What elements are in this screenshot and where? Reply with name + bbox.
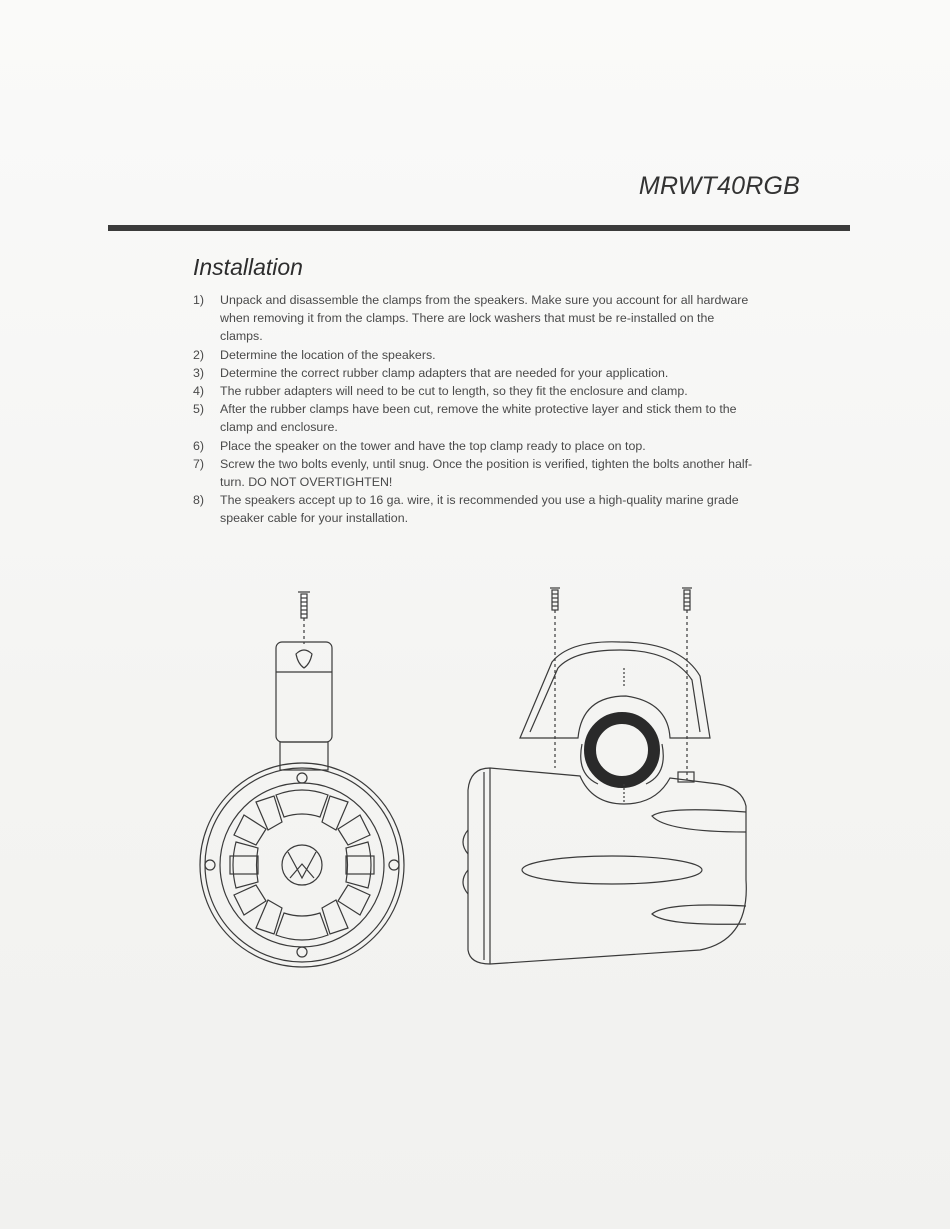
section-title: Installation xyxy=(193,254,303,280)
list-item: 4) The rubber adapters will need to be cut to length, so they fit the enclosure and clamp. xyxy=(193,384,688,399)
speaker-front-view xyxy=(200,592,404,967)
installation-diagram xyxy=(190,580,770,980)
list-item: 6) Place the speaker on the tower and have the top clamp ready to place on top. xyxy=(193,438,646,453)
screw-icon xyxy=(682,588,692,780)
list-item: 3) Determine the correct rubber clamp adapters that are needed for your application. xyxy=(193,365,669,380)
screw-icon xyxy=(298,592,310,644)
installation-steps xyxy=(193,291,758,528)
list-item: 1) Unpack and disassemble the clamps from the speakers. Make sure you account for all hardware when removing it from the clamps. There are lock washers that must be re-installed on the clamps. xyxy=(193,293,749,344)
list-item: 2) Determine the location of the speakers. xyxy=(193,347,436,362)
list-item: 8) The speakers accept up to 16 ga. wire, it is recommended you use a high-quality marine grade speaker cable for your installation. xyxy=(193,493,739,526)
speaker-side-view xyxy=(463,588,746,964)
screw-icon xyxy=(550,588,560,768)
model-number: MRWT40RGB xyxy=(638,172,800,200)
header-rule xyxy=(108,225,850,231)
list-item: 7) Screw the two bolts evenly, until snug. Once the position is verified, tighten the bolts another half-turn. DO NOT OVERTIGHTEN! xyxy=(193,456,753,490)
list-item: 5) After the rubber clamps have been cut, remove the white protective layer and stick them to the clamp and enclosure. xyxy=(193,402,737,435)
